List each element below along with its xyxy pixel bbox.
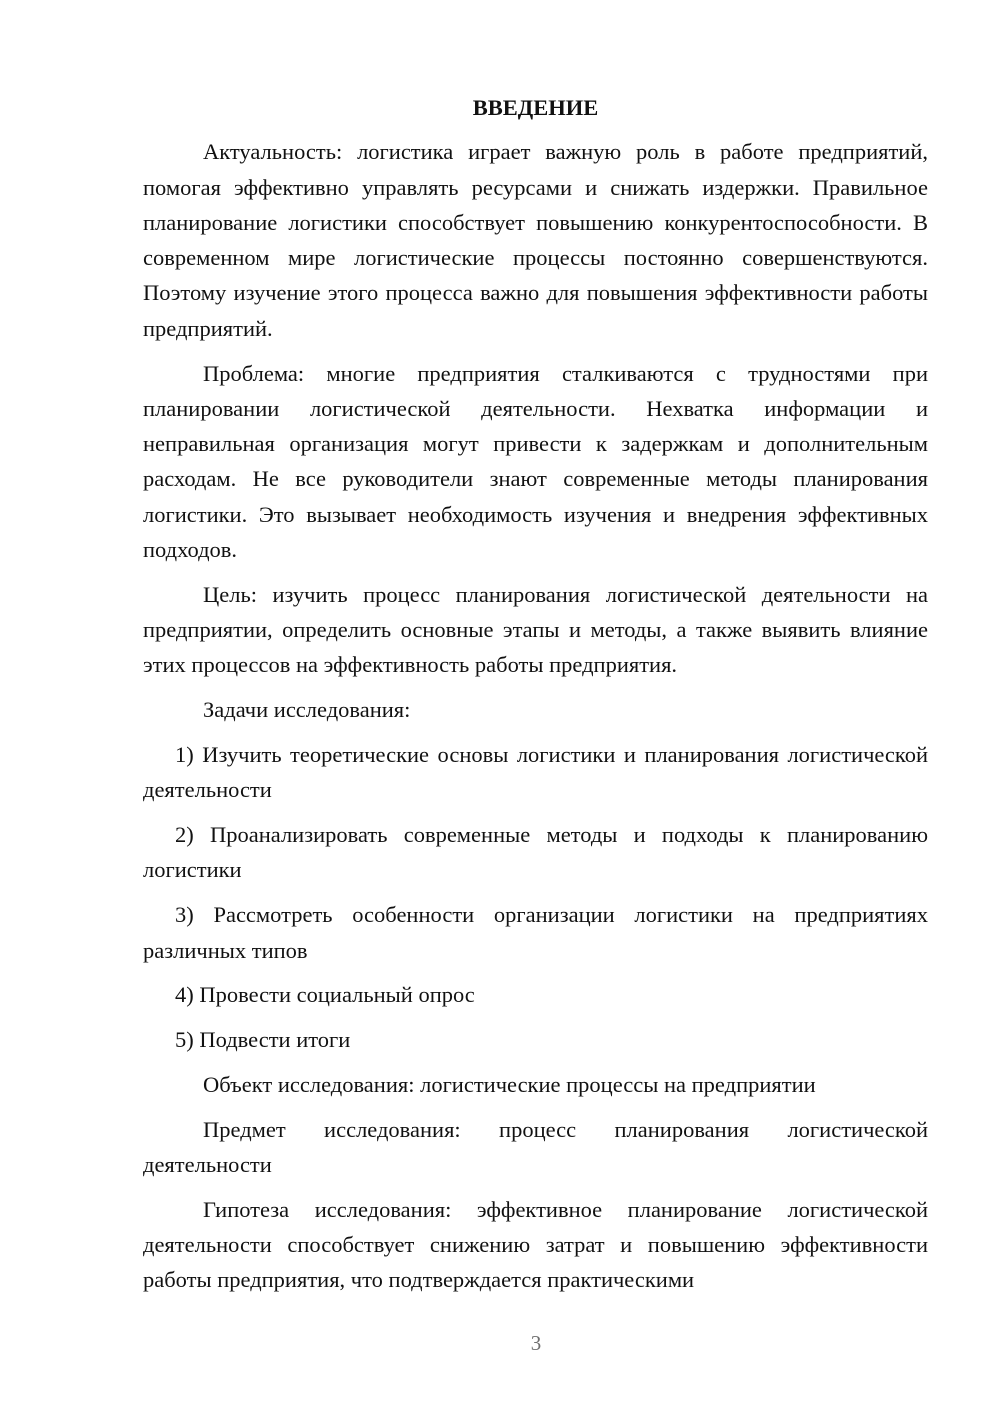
- task-list-item: 5) Подвести итоги: [175, 1027, 351, 1053]
- relevance-paragraph: Актуальность: логистика играет важную роль в работе предприятий, помогая эффективно управлять ресурсами и снижать издержки. Правильное планирование логистики способствует повышению конкурентоспособности. В современном мире логистические процессы постоянно совершенствуются. Поэтому изучение этого процесса важно для повышения эффективности работы предприятий.: [143, 139, 928, 341]
- document-body: [143, 90, 928, 1307]
- object-paragraph: Объект исследования: логистические процессы на предприятии: [203, 1071, 816, 1097]
- task-list-item: 3) Рассмотреть особенности организации логистики на предприятиях различных типов: [143, 902, 928, 963]
- task-list-item: 4) Провести социальный опрос: [175, 982, 475, 1008]
- subject-paragraph: Предмет исследования: процесс планирования логистической деятельности: [143, 1116, 928, 1178]
- task-list-item: 1) Изучить теоретические основы логистики и планирования логистической деятельности: [143, 742, 928, 803]
- hypothesis-paragraph: Гипотеза исследования: эффективное планирование логистической деятельности способствует снижению затрат и повышению эффективности работы предприятия, что подтверждается практическими: [143, 1196, 928, 1293]
- page-title: ВВЕДЕНИЕ: [472, 95, 599, 120]
- page-number: 3: [530, 1331, 542, 1355]
- tasks-heading: Задачи исследования:: [203, 697, 411, 723]
- goal-paragraph: Цель: изучить процесс планирования логистической деятельности на предприятии, определить основные этапы и методы, а также выявить влияние этих процессов на эффективность работы предприятия.: [143, 581, 928, 678]
- problem-paragraph: Проблема: многие предприятия сталкиваются с трудностями при планировании логистической деятельности. Нехватка информации и неправильная организация могут привести к задержкам и дополнительным расходам. Не все руководители знают современные методы планирования логистики. Это вызывает необходимость изучения и внедрения эффективных подходов.: [143, 360, 928, 563]
- task-list-item: 2) Проанализировать современные методы и подходы к планированию логистики: [143, 822, 928, 883]
